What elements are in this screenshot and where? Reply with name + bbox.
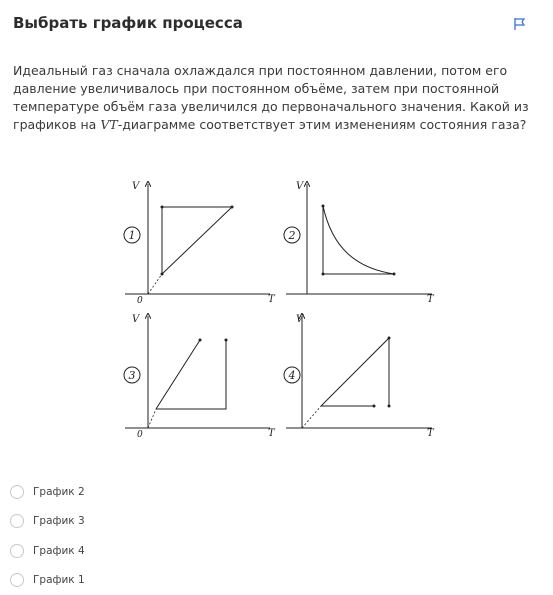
svg-text:T: T xyxy=(427,294,435,305)
svg-text:V: V xyxy=(132,314,141,325)
svg-text:2: 2 xyxy=(288,229,296,242)
graph-2 xyxy=(284,181,435,305)
graph-4 xyxy=(284,314,435,439)
option-label: График 1 xyxy=(33,574,85,586)
svg-text:V: V xyxy=(296,181,305,192)
svg-text:V: V xyxy=(132,181,141,192)
answer-options xyxy=(10,477,85,595)
svg-text:0: 0 xyxy=(137,296,143,306)
option-label: График 3 xyxy=(33,515,85,527)
svg-text:1: 1 xyxy=(129,229,136,242)
page-title: Выбрать график процесса xyxy=(13,14,243,32)
option-graph-1[interactable] xyxy=(10,566,85,595)
question-text: Идеальный газ сначала охлаждался при постоянном давлении, потом его давление увеличивалось при постоянном объёме, затем при постоянной температуре объём газа увеличился до первоначального значения. Какой из графиков на VT-диаграмме соответствует этим изменениям состояния газа? xyxy=(13,62,533,134)
radio-button[interactable] xyxy=(10,544,24,558)
svg-text:T: T xyxy=(268,294,276,305)
flag-icon[interactable] xyxy=(513,17,527,31)
option-label: График 4 xyxy=(33,545,85,557)
svg-text:T: T xyxy=(427,428,435,439)
process-graphs-figure xyxy=(120,172,450,448)
radio-button[interactable] xyxy=(10,485,24,499)
svg-text:0: 0 xyxy=(137,430,143,440)
svg-text:3: 3 xyxy=(129,369,136,382)
svg-text:4: 4 xyxy=(288,369,296,382)
graph-1 xyxy=(124,181,276,306)
radio-button[interactable] xyxy=(10,514,24,528)
option-graph-4[interactable] xyxy=(10,536,85,566)
graph-3 xyxy=(124,314,276,440)
svg-text:T: T xyxy=(268,428,276,439)
svg-text:V: V xyxy=(296,314,305,325)
option-graph-3[interactable] xyxy=(10,507,85,537)
option-graph-2[interactable] xyxy=(10,477,85,507)
radio-button[interactable] xyxy=(10,573,24,587)
option-label: График 2 xyxy=(33,486,85,498)
